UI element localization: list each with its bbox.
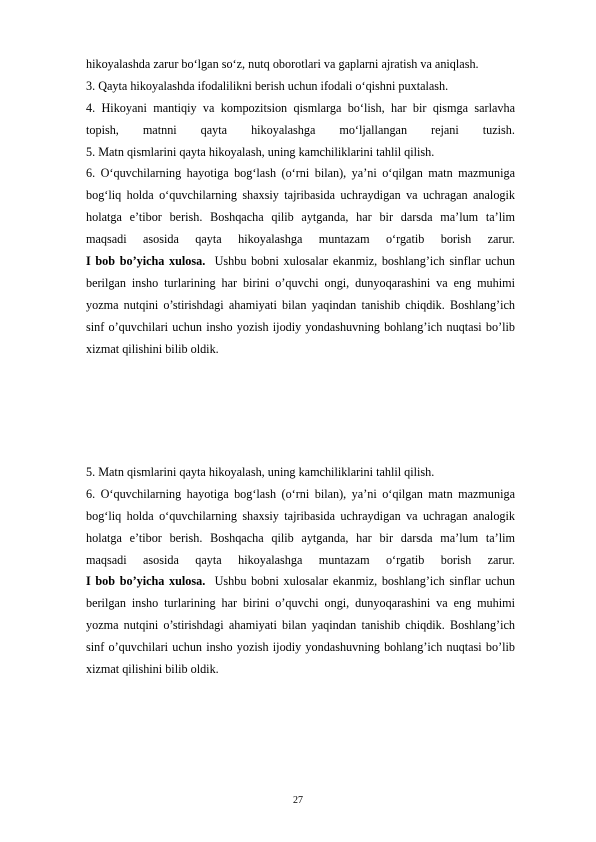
summary-text: Ushbu bobni xulosalar ekanmiz, boshlang’ich sinflar uchun bbox=[214, 574, 516, 589]
text-line: berilgan insho turlarining har birini o’quvchi ongi, dunyoqarashini va eng muhimi bbox=[86, 596, 515, 611]
word: muntazam bbox=[318, 552, 370, 567]
justified-word-line bbox=[86, 229, 515, 251]
text-line: 5. Matn qismlarini qayta hikoyalash, uning kamchiliklarini tahlil qilish. bbox=[86, 465, 435, 479]
text-line: holatga e’tibor berish. Boshqacha qilib aytganda, har bir darsda ma’lum ta’lim bbox=[86, 210, 515, 225]
summary-heading: I bob bo’yicha xulosa. bbox=[86, 254, 206, 269]
text-line: 6. O‘quvchilarning hayotiga bog‘lash (o‘rni bilan), ya’ni o‘qilgan matn mazmuniga bbox=[86, 486, 515, 501]
text-line: berilgan insho turlarining har birini o’quvchi ongi, dunyoqarashini va eng muhimi bbox=[86, 275, 515, 290]
word: maqsadi bbox=[86, 232, 127, 247]
word: borish bbox=[440, 232, 472, 247]
justified-word-line bbox=[86, 120, 515, 142]
word: hikoyalashga bbox=[251, 122, 316, 137]
word: borish bbox=[440, 552, 472, 567]
text-line: yozma nutqini o’stirishdagi ahamiyati bilan yaqindan tanishib chiqdik. Boshlang’ich bbox=[86, 297, 515, 312]
text-line: holatga e’tibor berish. Boshqacha qilib aytganda, har bir darsda ma’lum ta’lim bbox=[86, 530, 515, 545]
word: hikoyalashga bbox=[238, 552, 303, 567]
word: o‘rgatib bbox=[385, 232, 425, 247]
text-line: 4. Hikoyani mantiqiy va kompozitsion qismlarga bo‘lish, har bir qismga sarlavha bbox=[86, 100, 515, 115]
word: zarur. bbox=[487, 552, 515, 567]
word: hikoyalashga bbox=[238, 232, 303, 247]
word: muntazam bbox=[318, 232, 370, 247]
word: asosida bbox=[143, 552, 179, 567]
text-line: yozma nutqini o’stirishdagi ahamiyati bilan yaqindan tanishib chiqdik. Boshlang’ich bbox=[86, 618, 515, 633]
text-line: 3. Qayta hikoyalashda ifodalilikni berish uchun ifodali o‘qishni puxtalash. bbox=[86, 78, 449, 93]
text-line: xizmat qilishini bilib oldik. bbox=[86, 662, 219, 677]
word: matnni bbox=[142, 122, 177, 137]
text-line: 5. Matn qismlarini qayta hikoyalash, uning kamchiliklarini tahlil qilish. bbox=[86, 144, 435, 159]
word: mo‘ljallangan bbox=[339, 122, 408, 137]
justified-word-line bbox=[86, 550, 515, 572]
word: zarur. bbox=[487, 232, 515, 247]
text-line: sinf o’quvchilari uchun insho yozish ijodiy yondashuvning bohlang’ich nuqtasi bo’lib bbox=[86, 319, 515, 334]
word: topish, bbox=[86, 122, 119, 137]
word: rejani bbox=[431, 122, 459, 137]
page-number: 27 bbox=[293, 795, 303, 806]
text-line: bog‘liq holda o‘quvchilarning shaxsiy tajribasida uchraydigan va uchragan analogik bbox=[86, 188, 515, 203]
summary-text: Ushbu bobni xulosalar ekanmiz, boshlang’ich sinflar uchun bbox=[214, 254, 516, 269]
word: qayta bbox=[195, 552, 222, 567]
text-block-2 bbox=[86, 462, 515, 681]
text-line: hikoyalashda zarur bo‘lgan so‘z, nutq oborotlari va gaplarni ajratish va aniqlash. bbox=[86, 57, 479, 71]
summary-heading: I bob bo’yicha xulosa. bbox=[86, 574, 206, 589]
text-line: 6. O‘quvchilarning hayotiga bog‘lash (o‘rni bilan), ya’ni o‘qilgan matn mazmuniga bbox=[86, 166, 515, 181]
text-line: xizmat qilishini bilib oldik. bbox=[86, 341, 219, 356]
word: qayta bbox=[195, 232, 222, 247]
word: qayta bbox=[200, 122, 228, 137]
word: tuzish. bbox=[482, 122, 515, 137]
summary-line bbox=[86, 571, 515, 593]
text-line: sinf o’quvchilari uchun insho yozish ijodiy yondashuvning bohlang’ich nuqtasi bo’lib bbox=[86, 640, 515, 655]
text-block-1 bbox=[86, 54, 515, 360]
word: asosida bbox=[143, 232, 179, 247]
text-line: bog‘liq holda o‘quvchilarning shaxsiy tajribasida uchraydigan va uchragan analogik bbox=[86, 508, 515, 523]
summary-line bbox=[86, 251, 515, 273]
word: o‘rgatib bbox=[385, 552, 425, 567]
word: maqsadi bbox=[86, 552, 127, 567]
